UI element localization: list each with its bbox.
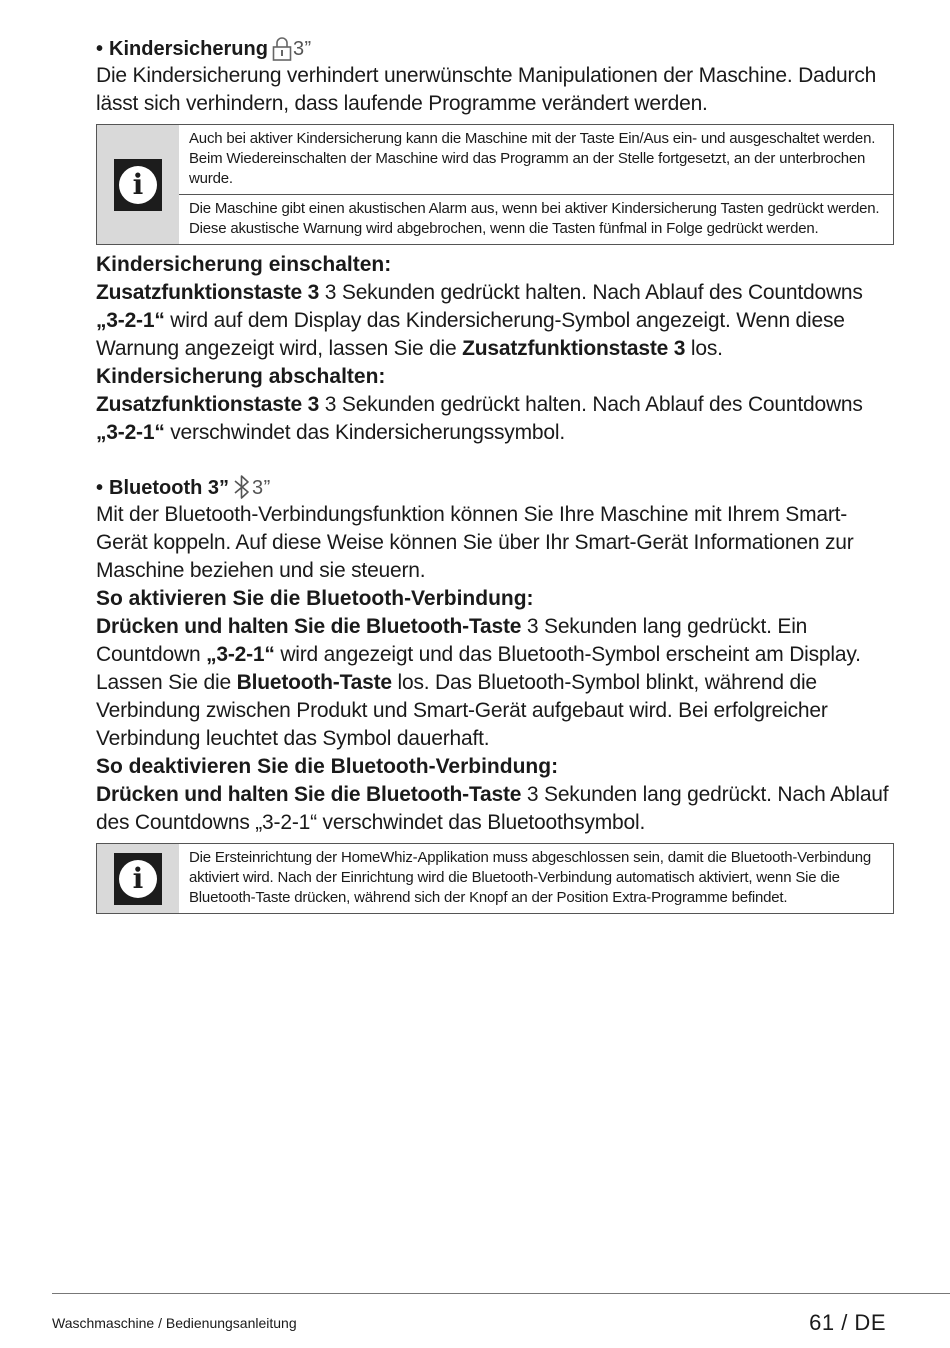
child-lock-symbol xyxy=(272,36,312,62)
info-icon-cell xyxy=(97,844,179,913)
bullet: • xyxy=(96,38,104,60)
bluetooth-heading xyxy=(96,473,894,501)
bullet: • xyxy=(96,477,104,499)
child-lock-on-text: Zusatzfunktionstaste 3 3 Sekunden gedrückt halten. Nach Ablauf des Countdowns „3-2-1“ wird auf dem Display das Kindersicherung-Symbol angezeigt. Wenn diese Warnung angezeigt wird, lassen Sie die Zusatzfunktionstaste 3 los. xyxy=(96,281,863,360)
child-lock-on-heading: Kindersicherung einschalten: xyxy=(96,253,392,276)
bluetooth-off-heading: So deaktivieren Sie die Bluetooth-Verbindung: xyxy=(96,755,559,778)
bluetooth-on-text: Drücken und halten Sie die Bluetooth-Taste 3 Sekunden lang gedrückt. Ein Countdown „3-2-1“ wird angezeigt und das Bluetooth-Symbol erscheint am Display. Lassen Sie die Bluetooth-Taste los. Das Bluetooth-Symbol blinkt, während die Verbindung zwischen Produkt und Smart-Gerät aufgebaut wird. Bei erfolgreicher Verbindung leuchtet das Symbol dauerhaft. xyxy=(96,615,861,750)
child-lock-note-1: Auch bei aktiver Kindersicherung kann die Maschine mit der Taste Ein/Aus ein- und ausgeschaltet werden. Beim Wiedereinschalten der Maschine wird das Programm an der Stelle fortgesetzt, an der unterbrochen wurde. xyxy=(189,130,876,187)
bluetooth-title: Bluetooth 3” xyxy=(109,477,230,499)
child-lock-off-text: Zusatzfunktionstaste 3 3 Sekunden gedrückt halten. Nach Ablauf des Countdowns „3-2-1“ verschwindet das Kindersicherungssymbol. xyxy=(96,393,863,444)
bluetooth-info-box xyxy=(96,843,894,914)
bluetooth-icon xyxy=(233,473,251,501)
child-lock-off-heading: Kindersicherung abschalten: xyxy=(96,365,386,388)
footer-document-title: Waschmaschine / Bedienungsanleitung xyxy=(52,1315,297,1331)
child-lock-heading xyxy=(96,36,894,62)
bluetooth-note: Die Ersteinrichtung der HomeWhiz-Applikation muss abgeschlossen sein, damit die Bluetooth-Verbindung aktiviert wird. Nach der Einrichtung wird die Bluetooth-Verbindung automatisch aktiviert, wenn Sie die Bluetooth-Taste drücken, während sich der Knopf an der Position Extra-Programme befindet. xyxy=(189,849,872,906)
bluetooth-intro: Mit der Bluetooth-Verbindungsfunktion können Sie Ihre Maschine mit Ihrem Smart-Gerät koppeln. Auf diese Weise können Sie über Ihr Smart-Gerät Informationen zur Maschine beziehen und sie steuern. xyxy=(96,503,854,582)
footer-page-number: 61 / DE xyxy=(809,1310,886,1335)
info-icon-cell xyxy=(97,125,179,244)
child-lock-title: Kindersicherung xyxy=(109,38,268,60)
bluetooth-symbol-text: 3” xyxy=(252,477,271,499)
info-icon: i xyxy=(114,159,162,211)
page-content xyxy=(96,36,894,920)
child-lock-info-box xyxy=(96,124,894,245)
bluetooth-on-heading: So aktivieren Sie die Bluetooth-Verbindung: xyxy=(96,587,534,610)
child-lock-note-2: Die Maschine gibt einen akustischen Alarm aus, wenn bei aktiver Kindersicherung Tasten gedrückt werden. Diese akustische Warnung wird abgebrochen, wenn die Tasten fünfmal in Folge gedrückt werden. xyxy=(179,194,893,244)
footer-divider xyxy=(52,1293,950,1294)
bluetooth-off-text: Drücken und halten Sie die Bluetooth-Taste 3 Sekunden lang gedrückt. Nach Ablauf des Countdowns „3-2-1“ verschwindet das Bluetoothsymbol. xyxy=(96,783,889,834)
child-lock-symbol-text: 3” xyxy=(292,38,312,60)
bluetooth-symbol xyxy=(233,473,271,501)
child-lock-intro: Die Kindersicherung verhindert unerwünschte Manipulationen der Maschine. Dadurch lässt sich verhindern, dass laufende Programme verändert werden. xyxy=(96,64,877,115)
lock-icon xyxy=(272,36,292,62)
info-icon: i xyxy=(114,853,162,905)
